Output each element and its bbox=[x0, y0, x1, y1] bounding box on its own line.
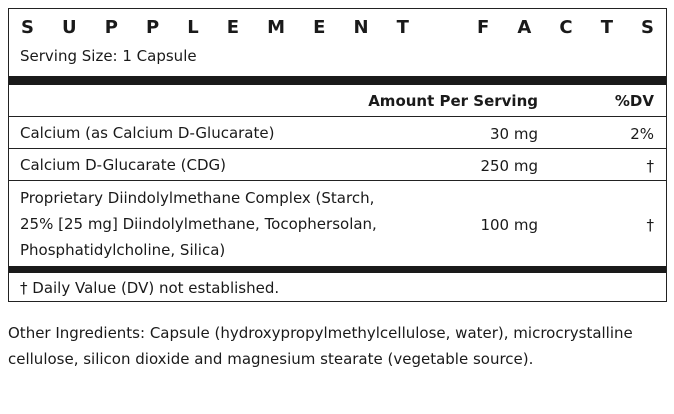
title-letter: L bbox=[187, 16, 199, 38]
header-dv: %DV bbox=[614, 92, 654, 110]
nutrient-amount: 30 mg bbox=[490, 125, 538, 143]
title-letter: S bbox=[21, 16, 34, 38]
title-letter: P bbox=[104, 16, 118, 38]
dv-footnote: † Daily Value (DV) not established. bbox=[20, 279, 280, 297]
other-ingredients: Other Ingredients: Capsule (hydroxypropylmethylcellulose, water), microcrystalline cellulose, silicon dioxide and magnesium stearate (vegetable source). bbox=[8, 324, 633, 368]
title-letter: U bbox=[62, 16, 77, 38]
title-letter: E bbox=[226, 16, 240, 38]
nutrient-row bbox=[9, 117, 666, 148]
title-letter: T bbox=[600, 16, 613, 38]
nutrient-name-line: Phosphatidylcholine, Silica) bbox=[20, 241, 226, 259]
serving-size: Serving Size: 1 Capsule bbox=[20, 47, 197, 65]
nutrient-dv: † bbox=[646, 216, 654, 234]
title-letter: N bbox=[353, 16, 369, 38]
thick-divider-bottom bbox=[9, 266, 666, 273]
header-amount: Amount Per Serving bbox=[368, 92, 538, 110]
title-letter: P bbox=[145, 16, 160, 38]
title-letter: E bbox=[313, 16, 326, 38]
nutrient-name: Calcium (as Calcium D-Glucarate) bbox=[20, 124, 275, 142]
nutrient-name-line: Proprietary Diindolylmethane Complex (Starch, bbox=[20, 189, 375, 207]
nutrient-dv: † bbox=[646, 157, 654, 175]
nutrient-amount: 250 mg bbox=[480, 157, 538, 175]
supplement-facts-panel bbox=[8, 8, 667, 302]
nutrient-dv: 2% bbox=[630, 125, 654, 143]
title-letter: A bbox=[517, 16, 532, 38]
title-letter: F bbox=[477, 16, 490, 38]
nutrient-name-line: 25% [25 mg] Diindolylmethane, Tocophersolan, bbox=[20, 215, 377, 233]
nutrient-row bbox=[9, 181, 666, 266]
nutrient-amount: 100 mg bbox=[480, 216, 538, 234]
title-letter: C bbox=[559, 16, 573, 38]
nutrient-row bbox=[9, 149, 666, 180]
nutrient-name: Calcium D-Glucarate (CDG) bbox=[20, 156, 226, 174]
panel-title bbox=[21, 16, 654, 38]
title-letter: T bbox=[396, 16, 409, 38]
title-letter: S bbox=[641, 16, 654, 38]
table-header bbox=[9, 84, 666, 116]
title-letter: M bbox=[267, 16, 286, 38]
